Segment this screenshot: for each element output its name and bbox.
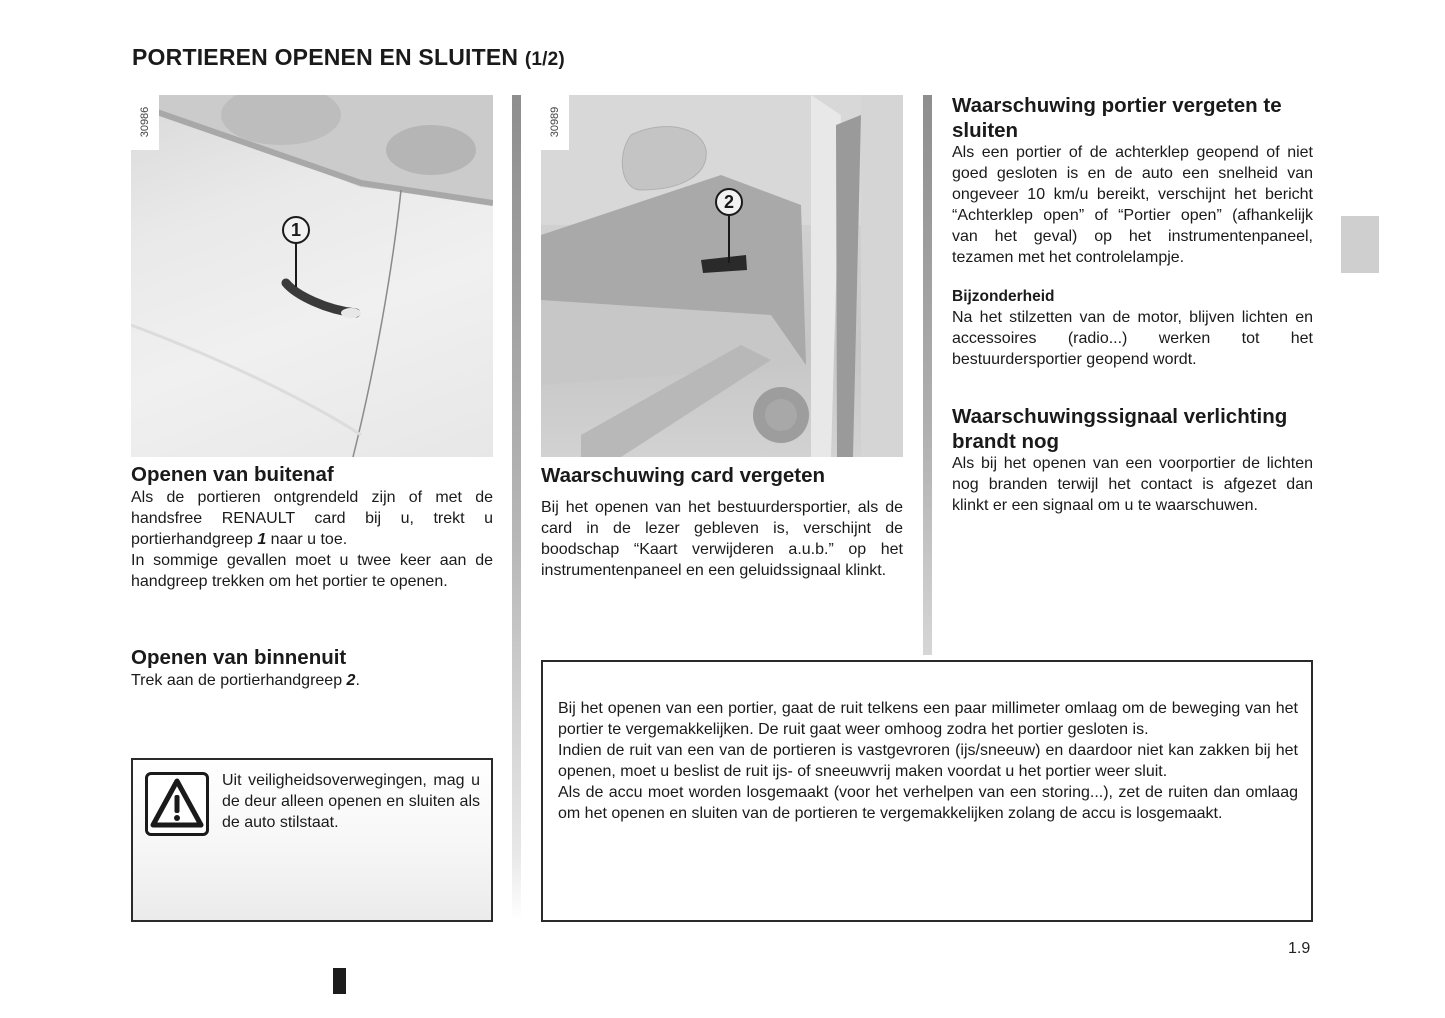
page-title-part: (1/2) bbox=[524, 49, 565, 70]
heading-special-note: Bijzonderheid bbox=[952, 288, 1055, 305]
safety-warning-box bbox=[131, 758, 493, 922]
note-paragraph: Indien de ruit van een van de portieren is vastgevroren (ijs/sneeuw) en daardoor niet kan zakken bij het openen, moet u beslist de ruit ijs- of sneeuwvrij maken voordat u het portier weer sluit. bbox=[558, 742, 1298, 780]
page-number: 1.9 bbox=[1288, 940, 1311, 957]
ref-handle-2: 2 bbox=[346, 672, 356, 689]
note-paragraph: Als de accu moet worden losgemaakt (voor het verhelpen van een storing...), zet de ruiten dan omlaag om het openen en sluiten van de portieren te vergemakkelijken zolang de accu is losgemaakt. bbox=[558, 784, 1298, 822]
car-door-interior-illustration bbox=[541, 95, 903, 457]
text-opening-from-inside: Trek aan de portierhandgreep 2. bbox=[131, 672, 360, 689]
text-lights-on-warning: Als bij het openen van een voorportier de lichten nog branden terwijl het contact is afgezet dan klinkt er een signaal om u te waarschuwen. bbox=[952, 455, 1313, 514]
car-door-exterior-illustration bbox=[131, 95, 493, 457]
safety-warning-text: Uit veiligheidsoverwegingen, mag u de deur alleen openen en sluiten als de auto stilstaat. bbox=[222, 772, 480, 831]
chapter-tab-marker bbox=[1341, 216, 1379, 273]
heading-card-forgotten: Waarschuwing card vergeten bbox=[541, 464, 826, 487]
figure-interior-door-handle bbox=[541, 95, 903, 457]
window-note-text bbox=[558, 698, 1298, 824]
figure-code-label: 30986 bbox=[131, 95, 159, 150]
figure-code-label: 30989 bbox=[541, 95, 569, 150]
heading-lights-on-warning: Waarschuwingssignaal verlichting brandt nog bbox=[952, 405, 1288, 453]
ref-handle-1: 1 bbox=[257, 531, 267, 548]
warning-triangle-icon bbox=[145, 772, 209, 836]
column-divider-left bbox=[512, 95, 521, 920]
text-opening-from-outside: Als de portieren ontgrendeld zijn of met de handsfree RENAULT card bij u, trekt u portierhandgreep 1 naar u toe. In sommige gevallen moet u twee keer aan de handgreep trekken om het portier te openen. bbox=[131, 489, 493, 590]
page-title-text: PORTIEREN OPENEN EN SLUITEN bbox=[132, 44, 519, 70]
page-title bbox=[132, 44, 565, 71]
note-paragraph: Bij het openen van een portier, gaat de ruit telkens een paar millimeter omlaag om de beweging van het portier te vergemakkelijken. De ruit gaat weer omhoog zodra het portier gesloten is. bbox=[558, 700, 1298, 738]
heading-opening-from-inside: Openen van binnenuit bbox=[131, 646, 347, 669]
print-registration-mark bbox=[333, 968, 346, 994]
text-card-forgotten: Bij het openen van het bestuurdersportier, als de card in de lezer gebleven is, verschijnt de boodschap “Kaart verwijderen a.u.b.” op het instrumentenpaneel en een geluidssignaal klinkt. bbox=[541, 499, 903, 579]
heading-opening-from-outside: Openen van buitenaf bbox=[131, 463, 334, 486]
text-special-note: Na het stilzetten van de motor, blijven lichten en accessoires (radio...) werken tot het bestuurdersportier geopend wordt. bbox=[952, 309, 1313, 368]
window-note-box bbox=[541, 660, 1313, 922]
heading-door-open-warning: Waarschuwing portier vergeten te sluiten bbox=[952, 94, 1282, 142]
callout-1: 1 bbox=[282, 216, 310, 244]
text-door-open-warning: Als een portier of de achterklep geopend of niet goed gesloten is en de auto een snelheid van ongeveer 10 km/u bereikt, verschijnt het bericht “Achterklep open” of “Portier open” (afhankelijk van het geval) op het instrumentenpaneel, tezamen met het controlelampje. bbox=[952, 144, 1313, 266]
column-divider-right bbox=[923, 95, 932, 655]
figure-exterior-door-handle bbox=[131, 95, 493, 457]
callout-2: 2 bbox=[715, 188, 743, 216]
